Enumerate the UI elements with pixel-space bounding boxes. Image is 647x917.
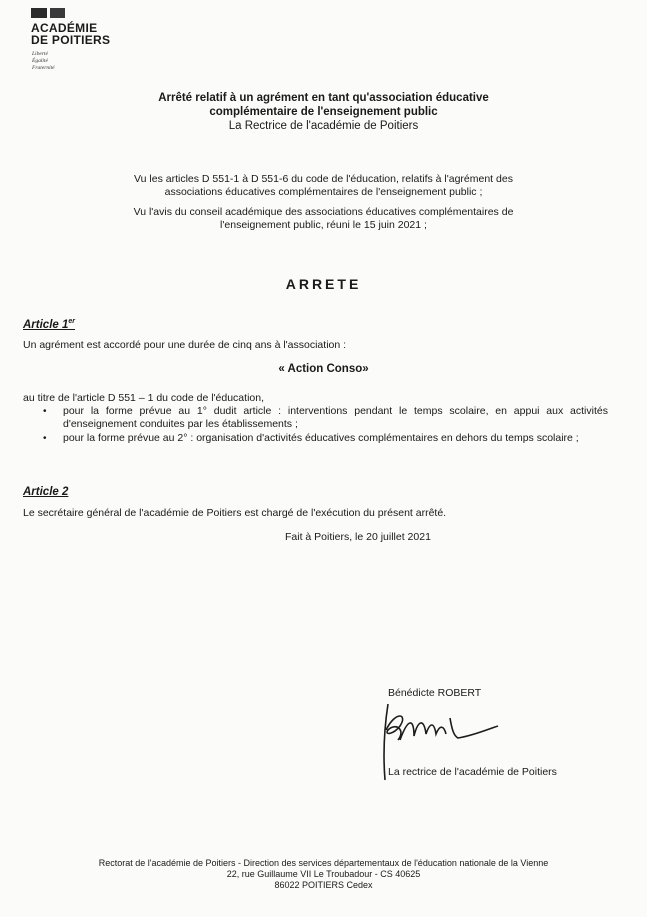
footer-line-1: Rectorat de l'académie de Poitiers - Direction des services départementaux de l'éducation nationale de la Vienne xyxy=(98,858,549,868)
title-line-2: complémentaire de l'enseignement public xyxy=(209,106,438,118)
republic-flag-logo xyxy=(31,8,65,18)
academy-logo-name xyxy=(31,22,110,46)
motto-fraternite: Fraternité xyxy=(32,65,55,71)
bullet-2-text: pour la forme prévue au 2° : organisation d'activités éducatives complémentaires en dehors du temps scolaire ; xyxy=(63,432,579,444)
article-1-label: Article 1 xyxy=(23,318,69,331)
footer-address xyxy=(0,858,647,891)
article-2-heading: Article 2 xyxy=(23,486,69,498)
document-title xyxy=(0,91,647,119)
visa-2-line-1: Vu l'avis du conseil académique des associations éducatives complémentaires de xyxy=(133,206,514,218)
visa-1-line-1: Vu les articles D 551-1 à D 551-6 du code de l'éducation, relatifs à l'agrément des xyxy=(134,173,513,185)
article-2-text: Le secrétaire général de l'académie de Poitiers est chargé de l'exécution du présent arrêté. xyxy=(23,507,447,519)
republic-motto xyxy=(32,51,55,72)
visa-1 xyxy=(0,173,647,199)
motto-egalite: Égalité xyxy=(32,58,48,64)
signatory-name: Bénédicte ROBERT xyxy=(388,687,482,699)
visa-1-line-2: associations éducatives complémentaires de l'enseignement public ; xyxy=(164,186,483,198)
article-1-sup: er xyxy=(68,318,76,325)
association-name: « Action Conso» xyxy=(278,363,369,375)
signatory-role: La rectrice de l'académie de Poitiers xyxy=(388,766,557,778)
title-line-1: Arrêté relatif à un agrément en tant qu'association éducative xyxy=(158,92,489,104)
title-authority: La Rectrice de l'académie de Poitiers xyxy=(228,120,419,132)
place-date: Fait à Poitiers, le 20 juillet 2021 xyxy=(285,531,431,543)
article-1-intro: au titre de l'article D 551 – 1 du code de l'éducation, xyxy=(23,392,264,404)
logo-line-1: ACADÉMIE xyxy=(31,21,98,35)
footer-line-3: 86022 POITIERS Cedex xyxy=(274,880,373,890)
motto-liberte: Liberté xyxy=(32,51,48,57)
logo-line-2: DE POITIERS xyxy=(31,33,111,47)
article-1-heading xyxy=(23,318,75,331)
footer-line-2: 22, rue Guillaume VII Le Troubadour - CS 40625 xyxy=(226,869,421,879)
article-1-text: Un agrément est accordé pour une durée de cinq ans à l'association : xyxy=(23,339,347,351)
visa-2-line-2: l'enseignement public, réuni le 15 juin 2021 ; xyxy=(220,219,427,231)
bullet-1-text: pour la forme prévue au 1° dudit article : interventions pendant le temps scolaire, en appui aux activités d'enseignement conduites par les établissements ; xyxy=(63,405,608,430)
arrete-heading: ARRETE xyxy=(285,276,362,292)
bullet-2-marker: • xyxy=(43,433,47,444)
bullet-1-marker: • xyxy=(43,406,47,417)
visa-2 xyxy=(0,206,647,232)
